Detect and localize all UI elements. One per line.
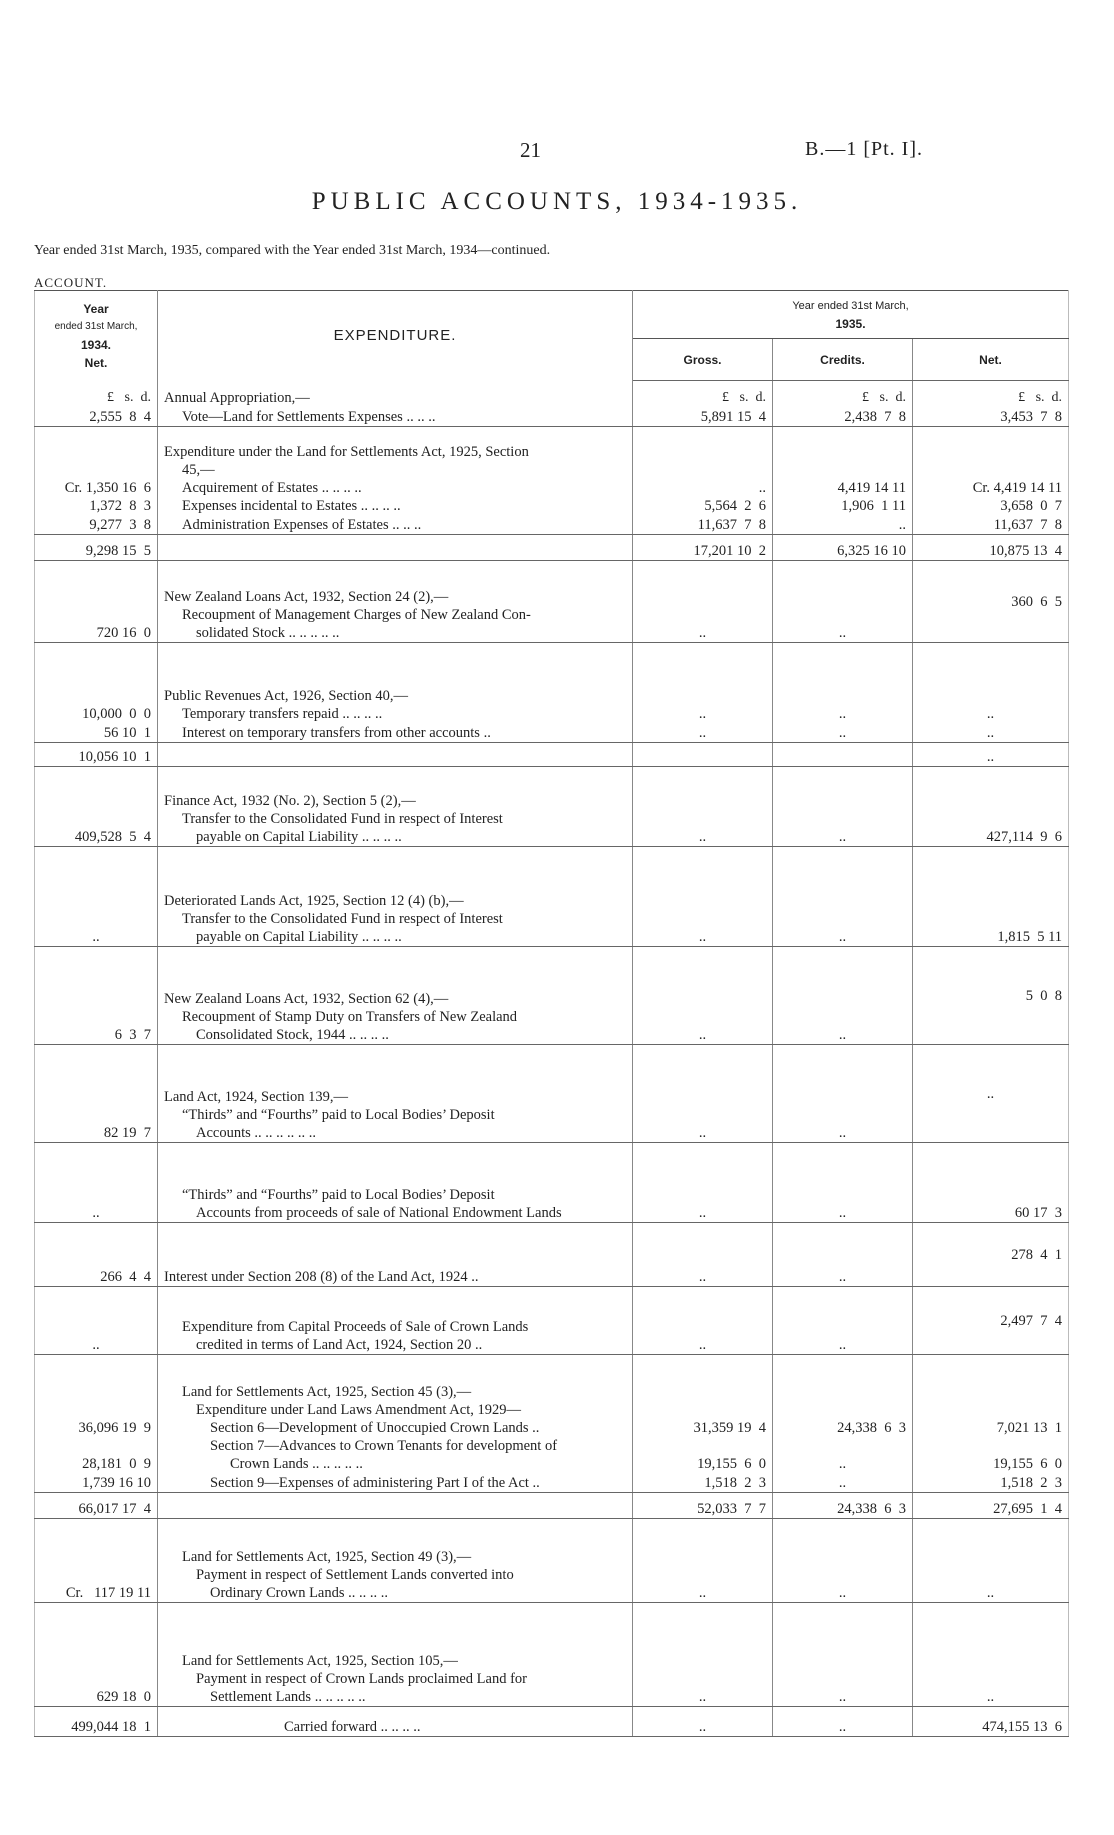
credits-carried-forward: .. [773,1707,913,1737]
desc-cell: Land for Settlements Act, 1925, Section 45 (3),— Expenditure under Land Laws Amendment Act, 1929— [158,1355,633,1419]
account-label: ACCOUNT. [34,275,108,290]
desc-cell: Interest under Section 208 (8) of the Land Act, 1924 .. [158,1223,633,1287]
prev-net-value: 56 10 1 [35,723,158,743]
gross-value: .. [633,1143,773,1223]
gross-value: .. [633,705,773,723]
credits-value: .. [773,1473,913,1493]
desc-cell: Interest on temporary transfers from other accounts .. [158,723,633,743]
page-subtitle: Year ended 31st March, 1935, compared with the Year ended 31st March, 1934—continued. [34,243,551,258]
desc-cell: Expenditure under the Land for Settlements Act, 1925, Section 45,— [158,427,633,479]
gross-value: .. [633,1223,773,1287]
prev-net-value: 28,181 0 9 [35,1455,158,1473]
prev-net-value: Cr. 117 19 11 [35,1519,158,1603]
carried-forward-label: Carried forward .. .. .. .. [158,1707,633,1737]
desc-cell: Land for Settlements Act, 1925, Section 49 (3),— Payment in respect of Settlement Lands converted into Ordinary Crown Lands .. .. .. .. [158,1519,633,1603]
gross-value: 1,518 2 3 [633,1473,773,1493]
credits-value: .. [773,1143,913,1223]
net-header: Net. [913,339,1069,381]
gross-value: .. [633,1045,773,1143]
gross-value: .. [633,561,773,643]
prev-net-value: 10,000 0 0 [35,705,158,723]
desc-cell: Section 6—Development of Unoccupied Crown Lands .. [158,1419,633,1437]
net-total: 10,875 13 4 [913,535,1069,561]
prev-net-value: 36,096 19 9 [35,1419,158,1437]
desc-cell: Deteriorated Lands Act, 1925, Section 12 (4) (b),— Transfer to the Consolidated Fund in respect of Interest payable on Capital Liability .. .. .. .. [158,847,633,947]
net-value: 1,518 2 3 [913,1473,1069,1493]
desc-cell: Finance Act, 1932 (No. 2), Section 5 (2),— Transfer to the Consolidated Fund in respect of Interest payable on Capital Liability .. .. .. .. [158,767,633,847]
desc-cell: Section 7—Advances to Crown Tenants for development of [158,1437,633,1455]
prev-net-total: 10,056 10 1 [35,743,158,767]
net-value: .. [913,723,1069,743]
units-label: £ s. d. [35,381,158,407]
net-total: 27,695 1 4 [913,1493,1069,1519]
desc-cell: Annual Appropriation,— [158,381,633,407]
expenditure-header: EXPENDITURE. [158,291,633,381]
document-reference: B.—1 [Pt. I]. [805,138,923,160]
prev-net-value: 1,372 8 3 [35,497,158,515]
gross-value: .. [633,723,773,743]
desc-cell: Vote—Land for Settlements Expenses .. .. .. [158,407,633,427]
units-label: £ s. d. [633,381,773,407]
prev-net-value: 6 3 7 [35,947,158,1045]
credits-value: 4,419 14 11 [773,479,913,497]
credits-value: .. [773,561,913,643]
credits-total: 24,338 6 3 [773,1493,913,1519]
page-number: 21 [520,138,541,162]
gross-carried-forward: .. [633,1707,773,1737]
net-value: 427,114 9 6 [913,767,1069,847]
credits-value: .. [773,723,913,743]
credits-value: .. [773,947,913,1045]
credits-value: .. [773,1045,913,1143]
credits-value: .. [773,1455,913,1473]
prev-net-value: 2,555 8 4 [35,407,158,427]
gross-value: 11,637 7 8 [633,515,773,535]
net-value: 2,497 7 4 [913,1287,1069,1355]
expenditure-table [34,290,1069,1737]
net-value: .. [913,705,1069,723]
gross-value: .. [633,947,773,1045]
credits-value: .. [773,767,913,847]
prev-net-value: .. [35,1287,158,1355]
prev-net-value: 1,739 16 10 [35,1473,158,1493]
desc-cell: Crown Lands .. .. .. .. .. [158,1455,633,1473]
desc-cell: Acquirement of Estates .. .. .. .. [158,479,633,497]
prev-net-carried-forward: 499,044 18 1 [35,1707,158,1737]
gross-value: 5,564 2 6 [633,497,773,515]
prev-net-total: 66,017 17 4 [35,1493,158,1519]
gross-value: .. [633,767,773,847]
credits-header: Credits. [773,339,913,381]
desc-cell: New Zealand Loans Act, 1932, Section 24 (2),— Recoupment of Management Charges of New Zealand Con- solidated Stock .. .. .. .. .. [158,561,633,643]
net-total: .. [913,743,1069,767]
credits-value: .. [773,515,913,535]
credits-value: .. [773,1519,913,1603]
gross-value: .. [633,1519,773,1603]
prev-net-value: 9,277 3 8 [35,515,158,535]
units-label: £ s. d. [913,381,1069,407]
credits-total: 6,325 16 10 [773,535,913,561]
desc-cell: Temporary transfers repaid .. .. .. .. [158,705,633,723]
credits-value: .. [773,1287,913,1355]
gross-value: .. [633,847,773,947]
page-title: PUBLIC ACCOUNTS, 1934-1935. [311,188,803,215]
net-value: 360 6 5 [913,561,1069,643]
net-value: .. [913,1603,1069,1707]
credits-value: 24,338 6 3 [773,1419,913,1437]
credits-value: .. [773,1603,913,1707]
net-value: 19,155 6 0 [913,1455,1069,1473]
credits-value: .. [773,847,913,947]
net-value: .. [913,1045,1069,1143]
desc-cell: Expenditure from Capital Proceeds of Sale of Crown Lands credited in terms of Land Act, 1924, Section 20 .. [158,1287,633,1355]
units-label: £ s. d. [773,381,913,407]
gross-header: Gross. [633,339,773,381]
gross-total: 52,033 7 7 [633,1493,773,1519]
desc-cell: Section 9—Expenses of administering Part I of the Act .. [158,1473,633,1493]
desc-cell: New Zealand Loans Act, 1932, Section 62 (4),— Recoupment of Stamp Duty on Transfers of New Zealand Consolidated Stock, 1944 .. .. .. .. [158,947,633,1045]
prev-net-value: 720 16 0 [35,561,158,643]
gross-value: .. [633,479,773,497]
gross-value: 5,891 15 4 [633,407,773,427]
prev-net-value: .. [35,1143,158,1223]
desc-cell: Administration Expenses of Estates .. .. .. [158,515,633,535]
gross-value: .. [633,1287,773,1355]
credits-value: 1,906 1 11 [773,497,913,515]
prev-year-header: Year ended 31st March, 1934. Net. [35,291,158,381]
prev-net-value: .. [35,847,158,947]
net-value: 5 0 8 [913,947,1069,1045]
current-year-header: Year ended 31st March, 1935. [633,291,1069,339]
credits-value: .. [773,1223,913,1287]
desc-cell: Expenses incidental to Estates .. .. .. .. [158,497,633,515]
desc-cell: “Thirds” and “Fourths” paid to Local Bodies’ Deposit Accounts from proceeds of sale of National Endowment Lands [158,1143,633,1223]
gross-value: 31,359 19 4 [633,1419,773,1437]
credits-value: .. [773,705,913,723]
desc-cell: Land for Settlements Act, 1925, Section 105,— Payment in respect of Crown Lands proclaimed Land for Settlement Lands .. .. .. .. .. [158,1603,633,1707]
net-value: 3,658 0 7 [913,497,1069,515]
desc-cell: Land Act, 1924, Section 139,— “Thirds” and “Fourths” paid to Local Bodies’ Deposit Accounts .. .. .. .. .. .. [158,1045,633,1143]
prev-net-value: 82 19 7 [35,1045,158,1143]
net-value: Cr. 4,419 14 11 [913,479,1069,497]
net-value: 1,815 5 11 [913,847,1069,947]
gross-total: 17,201 10 2 [633,535,773,561]
credits-value: 2,438 7 8 [773,407,913,427]
net-value: 11,637 7 8 [913,515,1069,535]
net-value: .. [913,1519,1069,1603]
prev-net-value: 629 18 0 [35,1603,158,1707]
prev-net-value: Cr. 1,350 16 6 [35,479,158,497]
desc-cell: Public Revenues Act, 1926, Section 40,— [158,643,633,705]
net-value: 278 4 1 [913,1223,1069,1287]
net-value: 60 17 3 [913,1143,1069,1223]
prev-net-value: 409,528 5 4 [35,767,158,847]
gross-value: .. [633,1603,773,1707]
gross-value: 19,155 6 0 [633,1455,773,1473]
prev-net-value: 266 4 4 [35,1223,158,1287]
prev-net-total: 9,298 15 5 [35,535,158,561]
net-value: 3,453 7 8 [913,407,1069,427]
net-value: 7,021 13 1 [913,1419,1069,1437]
net-carried-forward: 474,155 13 6 [913,1707,1069,1737]
